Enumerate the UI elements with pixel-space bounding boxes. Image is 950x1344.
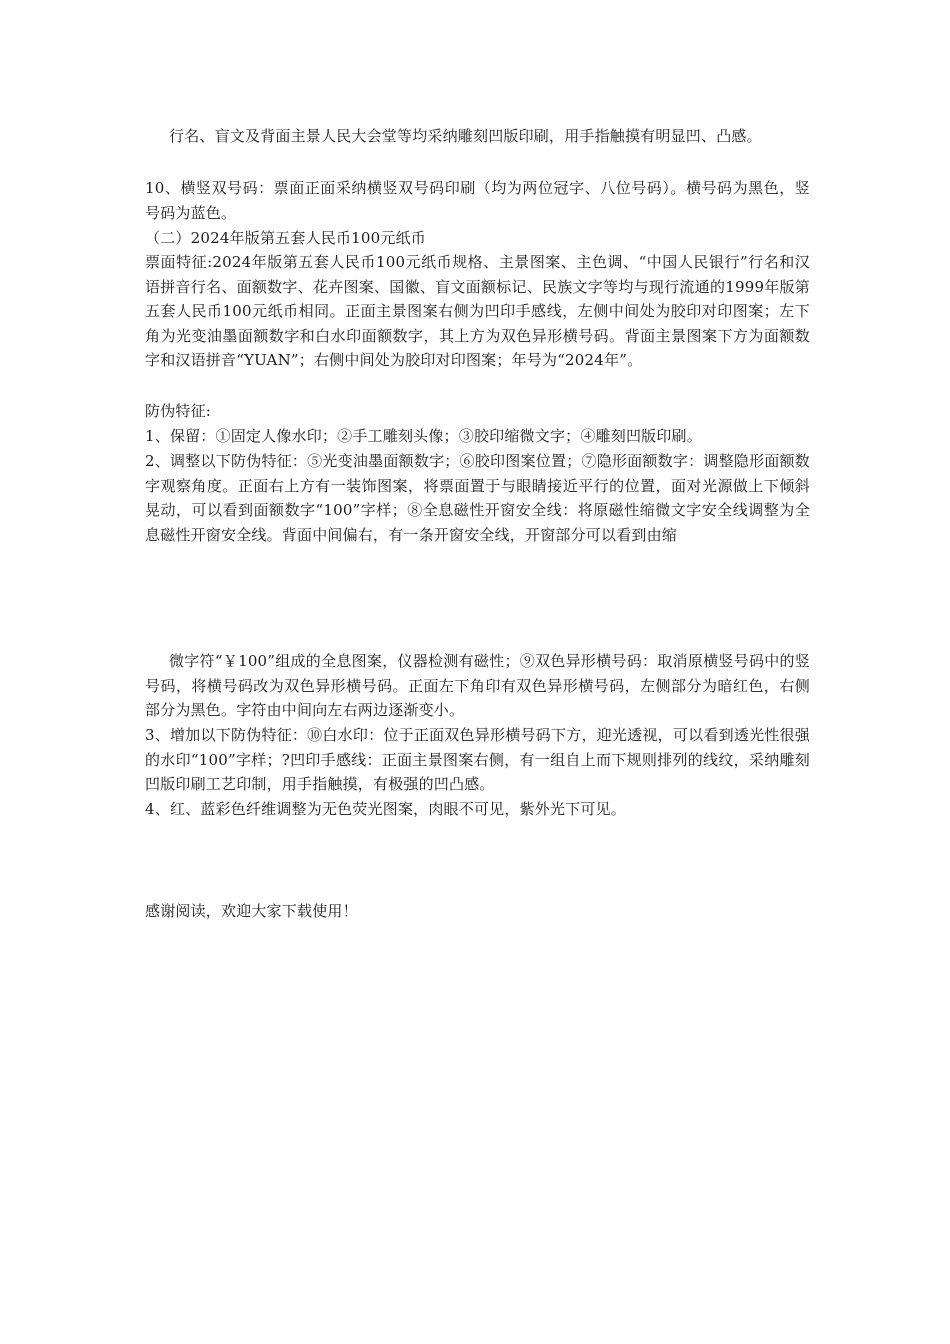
paragraph-adjusted-features: 2、调整以下防伪特征：⑤光变油墨面额数字；⑥胶印图案位置；⑦隐形面额数字：调整隐形面额数字观察角度。正面右上方有一装饰图案，将票面置于与眼睛接近平行的位置，面对光源做上下倾斜晃动，可以看到面额数字“100”字样；⑧全息磁性开窗安全线：将原磁性缩微文字安全线调整为全息磁性开窗安全线。背面中间偏右，有一条开窗安全线，开窗部分可以看到由缩 xyxy=(145,452,810,544)
paragraph-intaglio-continuation: 行名、盲文及背面主景人民大会堂等均采纳雕刻凹版印刷，用手指触摸有明显凹、凸感。 xyxy=(169,127,762,145)
heading-anti-counterfeit: 防伪特征: xyxy=(145,402,212,420)
paragraph-added-features: 3、增加以下防伪特征：⑩白水印：位于正面双色异形横号码下方，迎光透视，可以看到透光性很强的水印“100”字样；?凹印手感线：正面主景图案右侧，有一组自上而下规则排列的线纹，采纳雕刻凹版印刷工艺印制，用手指触摸，有极强的凹凸感。 xyxy=(145,726,810,793)
paragraph-fluorescent-fibers: 4、红、蓝彩色纤维调整为无色荧光图案，肉眼不可见，紫外光下可见。 xyxy=(145,800,626,818)
closing-thanks: 感谢阅读，欢迎大家下载使用！ xyxy=(145,902,358,920)
paragraph-adjusted-features-continued: 微字符“￥100”组成的全息图案，仪器检测有磁性；⑨双色异形横号码：取消原横竖号码中的竖号码，将横号码改为双色异形横号码。正面左下角印有双色异形横号码，左侧部分为暗红色，右侧部分为黑色。字符由中间向左右两边逐渐变小。 xyxy=(145,652,810,719)
paragraph-serial-numbers: 10、横竖双号码：票面正面采纳横竖双号码印刷（均为两位冠字、八位号码）。横号码为黑色，竖号码为蓝色。 xyxy=(145,179,810,222)
paragraph-note-features: 票面特征:2024年版第五套人民币100元纸币规格、主景图案、主色调、“中国人民银行”行名和汉语拼音行名、面额数字、花卉图案、国徽、盲文面额标记、民族文字等均与现行流通的1999年版第五套人民币100元纸币相同。正面主景图案右侧为凹印手感线，左侧中间处为胶印对印图案；左下角为光变油墨面额数字和白水印面额数字，其上方为双色异形横号码。背面主景图案下方为面额数字和汉语拼音“YUAN”；右侧中间处为胶印对印图案；年号为“2024年”。 xyxy=(145,253,810,369)
paragraph-retained-features: 1、保留：①固定人像水印；②手工雕刻头像；③胶印缩微文字；④雕刻凹版印刷。 xyxy=(145,427,702,445)
section-heading-2024-100-yuan: （二）2024年版第五套人民币100元纸币 xyxy=(145,229,427,247)
